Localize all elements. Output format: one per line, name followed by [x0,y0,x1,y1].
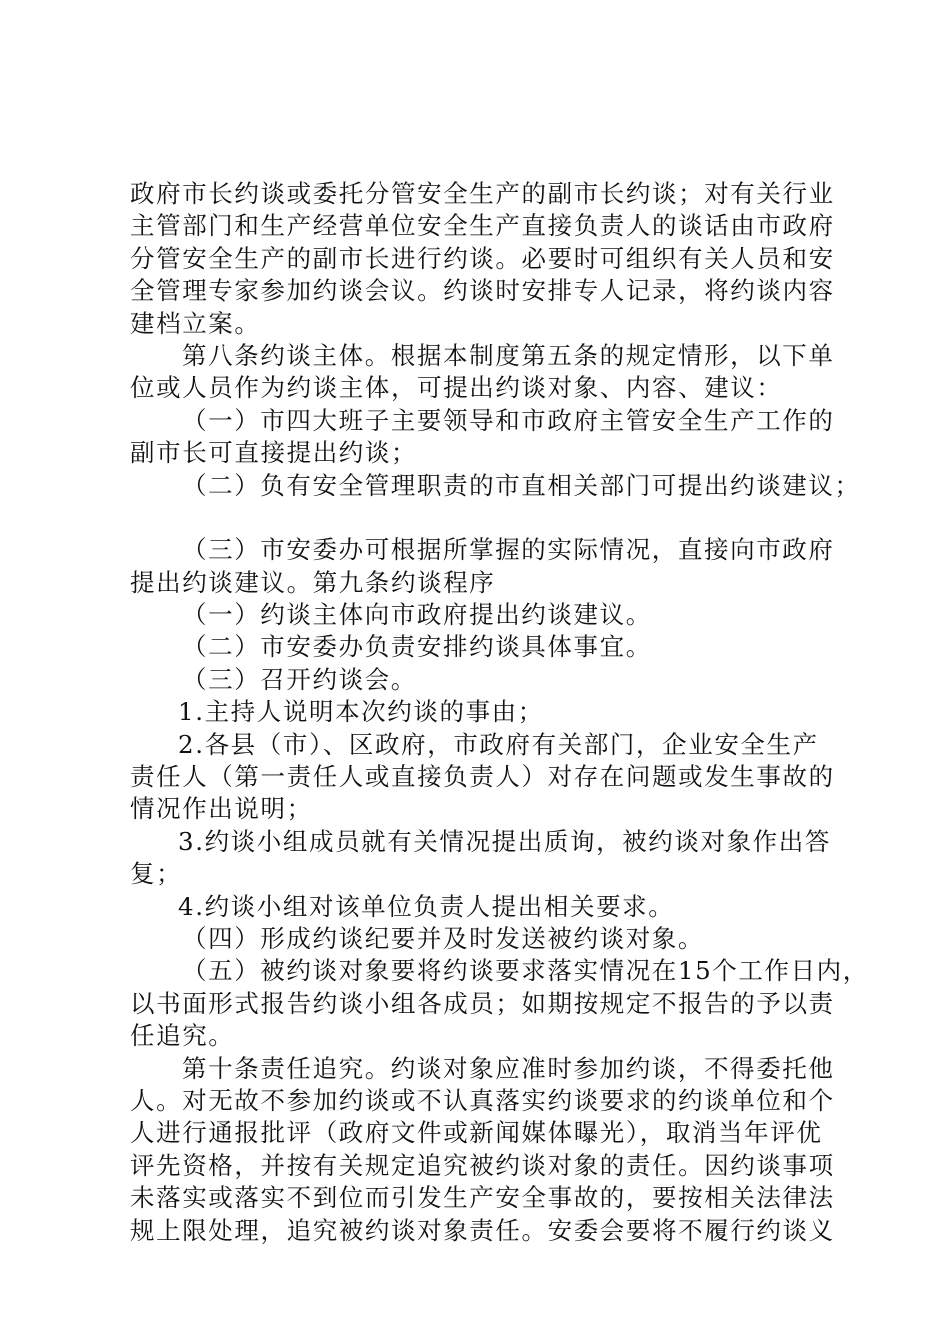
text-line: 全管理专家参加约谈会议。约谈时安排专人记录，将约谈内容 [130,276,835,306]
text-line: 分管安全生产的副市长进行约谈。必要时可组织有关人员和安 [130,243,835,273]
list-item: （一）约谈主体向市政府提出约谈建议。 [182,600,652,630]
text-line: 位或人员作为约谈主体，可提出约谈对象、内容、建议： [130,373,783,403]
list-item: （五）被约谈对象要将约谈要求落实情况在15个工作日内， [182,956,869,986]
list-item: （四）形成约谈纪要并及时发送被约谈对象。 [182,923,704,953]
list-item: （三）召开约谈会。 [182,664,417,694]
text-line: 副市长可直接提出约谈； [130,438,418,468]
text-line: 评先资格，并按有关规定追究被约谈对象的责任。因约谈事项 [130,1150,835,1180]
list-item: （三）市安委办可根据所掌握的实际情况，直接向市政府 [182,535,835,565]
article-9-heading: 提出约谈建议。第九条约谈程序 [130,567,496,597]
text-line: 任追究。 [130,1021,235,1051]
blank-line [130,502,840,534]
list-item: （二）负有安全管理职责的市直相关部门可提出约谈建议； [182,470,861,500]
text-line: 复； [130,859,183,889]
numbered-item: 2.各县（市）、区政府，市政府有关部门，企业安全生产 [178,729,819,759]
text-line: 主管部门和生产经营单位安全生产直接负责人的谈话由市政府 [130,211,835,241]
text-line: 政府市长约谈或委托分管安全生产的副市长约谈；对有关行业 [130,179,835,208]
numbered-item: 4.约谈小组对该单位负责人提出相关要求。 [178,891,675,921]
numbered-item: 1.主持人说明本次约谈的事由； [178,697,544,727]
list-item: （一）市四大班子主要领导和市政府主管安全生产工作的 [182,405,835,435]
text-line: 情况作出说明； [130,794,313,824]
text-line: 人进行通报批评（政府文件或新闻媒体曝光），取消当年评优 [130,1118,823,1148]
text-line: 责任人（第一责任人或直接负责人）对存在问题或发生事故的 [130,762,835,792]
document-body [130,178,869,1247]
list-item: （二）市安委办负责安排约谈具体事宜。 [182,632,652,662]
text-line: 人。对无故不参加约谈或不认真落实约谈要求的约谈单位和个 [130,1085,835,1115]
text-line: 规上限处理，追究被约谈对象责任。安委会要将不履行约谈义 [130,1215,835,1245]
numbered-item: 3.约谈小组成员就有关情况提出质询，被约谈对象作出答 [178,826,831,856]
text-line: 未落实或落实不到位而引发生产安全事故的，要按相关法律法 [130,1183,835,1213]
text-line: 建档立案。 [130,308,261,338]
text-line: 以书面形式报告约谈小组各成员；如期按规定不报告的予以责 [130,988,835,1018]
article-8-heading: 第八条约谈主体。根据本制度第五条的规定情形，以下单 [182,340,835,370]
article-10-heading: 第十条责任追究。约谈对象应准时参加约谈，不得委托他 [182,1053,835,1083]
